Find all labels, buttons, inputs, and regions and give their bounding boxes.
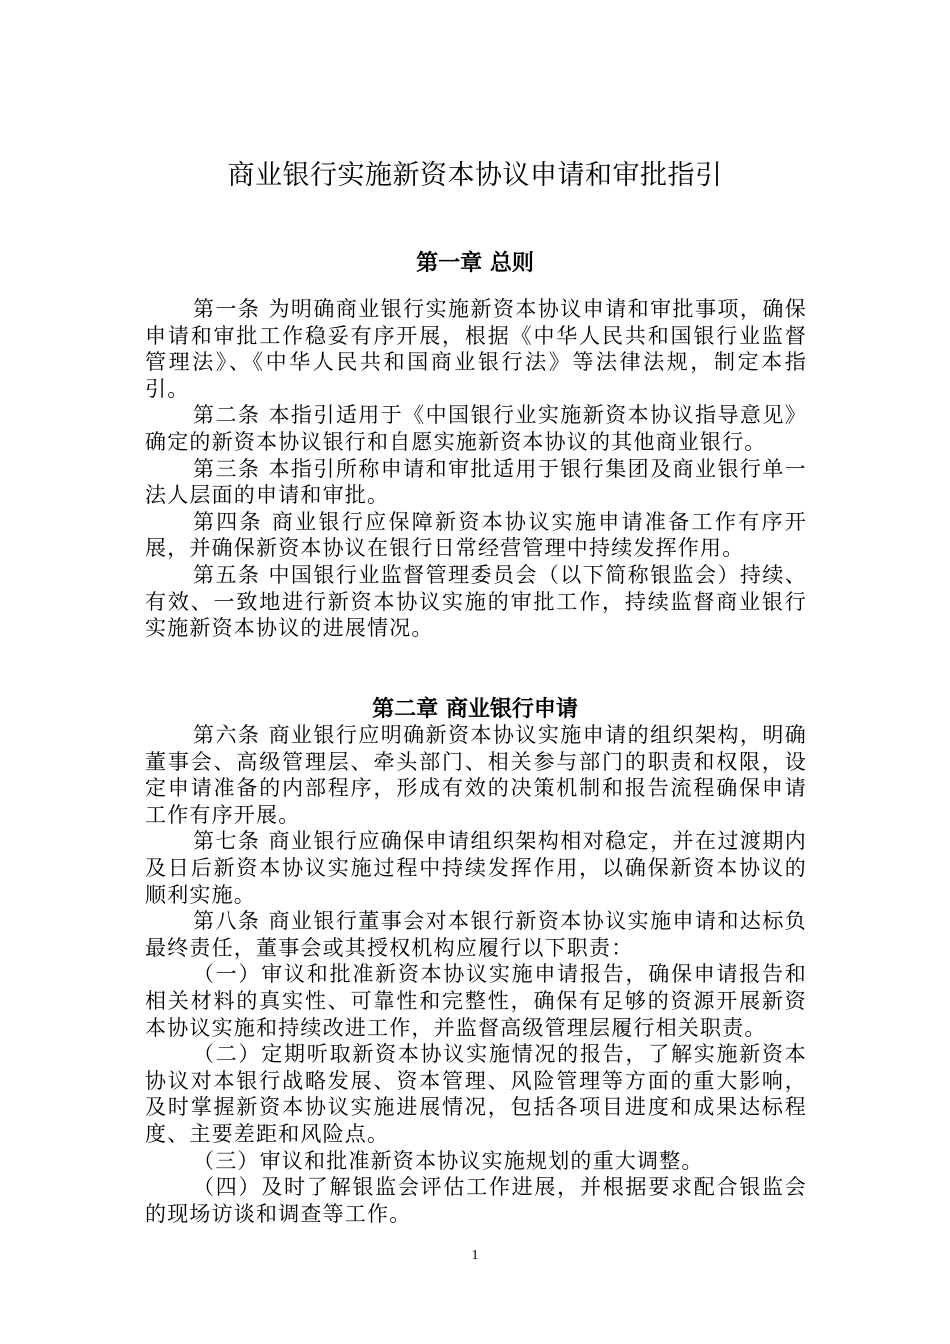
article-5: 第五条 中国银行业监督管理委员会（以下简称银监会）持续、有效、一致地进行新资本协议实施的审批工作，持续监督商业银行实施新资本协议的进展情况。 xyxy=(145,562,807,641)
article-8-item-3: （三）审议和批准新资本协议实施规划的重大调整。 xyxy=(193,1148,704,1173)
document-title: 商业银行实施新资本协议申请和审批指引 xyxy=(227,160,723,191)
chapter-heading-2: 第二章 商业银行申请 xyxy=(372,697,578,722)
chapter-2-body xyxy=(145,722,807,1227)
article-8-item-4: （四）及时了解银监会评估工作进展，并根据要求配合银监会的现场访谈和调查等工作。 xyxy=(145,1175,807,1226)
article-1: 第一条 为明确商业银行实施新资本协议申请和审批事项，确保申请和审批工作稳妥有序开展，根据《中华人民共和国银行业监督管理法》、《中华人民共和国商业银行法》等法律法规，制定本指引。 xyxy=(145,297,807,401)
article-4: 第四条 商业银行应保障新资本协议实施申请准备工作有序开展，并确保新资本协议在银行日常经营管理中持续发挥作用。 xyxy=(145,509,807,561)
article-6: 第六条 商业银行应明确新资本协议实施申请的组织架构，明确董事会、高级管理层、牵头部门、相关参与部门的职责和权限，设定申请准备的内部程序，形成有效的决策机制和报告流程确保申请工作有序开展。 xyxy=(145,723,807,827)
article-8: 第八条 商业银行董事会对本银行新资本协议实施申请和达标负最终责任，董事会或其授权机构应履行以下职责： xyxy=(145,909,807,960)
page-number: 1 xyxy=(471,1248,479,1263)
article-8-item-2: （二）定期听取新资本协议实施情况的报告，了解实施新资本协议对本银行战略发展、资本管理、风险管理等方面的重大影响，及时掌握新资本协议实施进展情况，包括各项目进度和成果达标程度、主要差距和风险点。 xyxy=(145,1042,807,1146)
article-7: 第七条 商业银行应确保申请组织架构相对稳定，并在过渡期内及日后新资本协议实施过程中持续发挥作用，以确保新资本协议的顺利实施。 xyxy=(145,829,807,907)
article-2: 第二条 本指引适用于《中国银行业实施新资本协议指导意见》确定的新资本协议银行和自愿实施新资本协议的其他商业银行。 xyxy=(145,403,807,454)
article-3: 第三条 本指引所称申请和审批适用于银行集团及商业银行单一法人层面的申请和审批。 xyxy=(145,456,807,508)
chapter-heading-1: 第一章 总则 xyxy=(416,251,534,276)
chapter-1-body xyxy=(145,296,807,642)
article-8-item-1: （一）审议和批准新资本协议实施申请报告，确保申请报告和相关材料的真实性、可靠性和完整性，确保有足够的资源开展新资本协议实施和持续改进工作，并监督高级管理层履行相关职责。 xyxy=(145,962,807,1040)
